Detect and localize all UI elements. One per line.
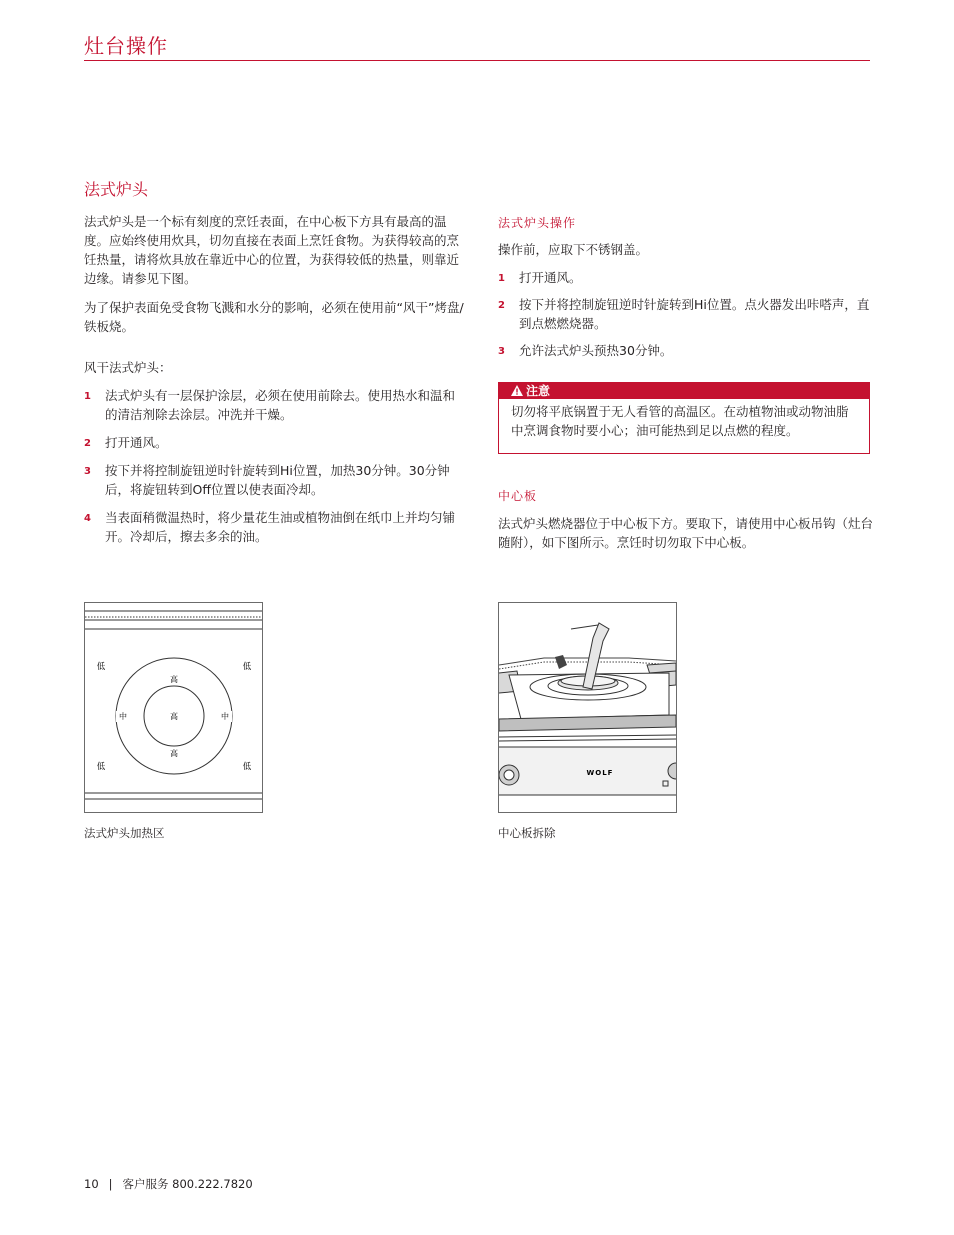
figure-caption-heat-zones: 法式炉头加热区 [84,826,165,840]
step-number: 3 [84,466,91,477]
step-number: 2 [498,300,505,311]
step-number: 1 [84,391,91,402]
step-text: 打开通风。 [519,270,582,285]
zone-label-high: 高 [170,749,178,758]
heat-zone-diagram [84,602,263,813]
step-number: 3 [498,346,505,357]
season-label: 风干法式炉头： [84,360,172,375]
list-item [84,386,466,424]
center-plate-svg [499,603,676,812]
caution-header [499,383,869,399]
list-item [498,341,880,360]
page-footer [84,1176,253,1192]
caution-box [498,382,870,454]
footer-separator: | [108,1177,113,1191]
center-plate-text: 法式炉头燃烧器位于中心板下方。要取下，请使用中心板吊钩（灶台随附），如下图所示。烹饪时切勿取下中心板。 [498,516,874,550]
caution-text: 切勿将平底锅置于无人看管的高温区。在动植物油或动物油脂中烹调食物时要小心；油可能热到足以点燃的程度。 [511,404,849,438]
zone-label-low: 低 [96,662,106,672]
zone-label-low: 低 [96,762,106,772]
page-title: 灶台操作 [84,34,168,58]
page-number: 10 [84,1177,99,1191]
caution-label: 注意 [526,384,551,398]
operation-title: 法式炉头操作 [498,216,577,230]
zone-label-medium: 中 [221,712,229,721]
step-text: 打开通风。 [105,435,168,450]
header-rule [84,60,870,61]
zone-label-low: 低 [242,662,252,672]
list-item [498,295,880,333]
step-text: 按下并将控制旋钮逆时针旋转到Hi位置，加热30分钟。30分钟后，将旋钮转到Off位置以使表面冷却。 [105,463,450,497]
step-number: 2 [84,438,91,449]
intro-paragraph-2: 为了保护表面免受食物飞溅和水分的影响，必须在使用前“风干”烤盘/铁板烧。 [84,300,464,334]
heat-zone-svg [85,603,262,812]
step-text: 允许法式炉头预热30分钟。 [519,343,673,358]
step-number: 4 [84,513,91,524]
figure-caption-center-plate: 中心板拆除 [498,826,556,840]
section-title: 法式炉头 [84,180,149,199]
list-item [498,268,880,287]
operation-steps-list [498,268,880,360]
step-text: 按下并将控制旋钮逆时针旋转到Hi位置。点火器发出咔嗒声，直到点燃燃烧器。 [519,297,870,331]
season-steps-list [84,386,466,546]
center-plate-removal-illustration [498,602,677,813]
warning-triangle-icon [511,385,523,396]
step-text: 当表面稍微温热时，将少量花生油或植物油倒在纸巾上并均匀铺开。冷却后，擦去多余的油。 [105,510,456,544]
intro-paragraph-1: 法式炉头是一个标有刻度的烹饪表面，在中心板下方具有最高的温度。应始终使用炊具，切勿直接在表面上烹饪食物。为获得较高的烹饪热量，请将炊具放在靠近中心的位置，为获得较低的热量，则靠近边缘。请参见下图。 [84,214,460,286]
step-number: 1 [498,273,505,284]
zone-label-high: 高 [170,675,178,684]
list-item [84,433,466,452]
list-item [84,508,466,546]
zone-label-high: 高 [170,712,178,721]
zone-label-low: 低 [242,762,252,772]
step-text: 法式炉头有一层保护涂层，必须在使用前除去。使用热水和温和的清洁剂除去涂层。冲洗并干燥。 [105,388,456,422]
wolf-logo: WOLF [586,769,614,777]
center-plate-title: 中心板 [498,489,538,503]
list-item [84,461,466,499]
customer-service: 客户服务 800.222.7820 [122,1177,253,1191]
zone-label-medium: 中 [119,712,127,721]
operation-intro: 操作前，应取下不锈钢盖。 [498,242,649,257]
